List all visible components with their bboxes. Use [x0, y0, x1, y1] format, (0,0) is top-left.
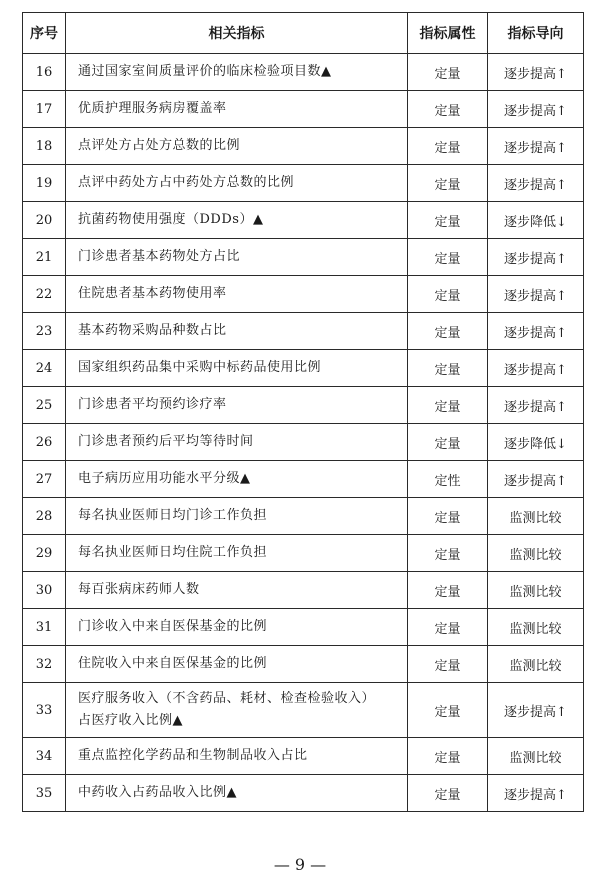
row-indicator: 门诊患者预约后平均等待时间 [66, 424, 408, 461]
row-direction: 逐步提高↑ [488, 239, 584, 276]
row-number: 33 [23, 683, 66, 738]
table-row [23, 646, 584, 683]
row-number: 25 [23, 387, 66, 424]
row-number: 27 [23, 461, 66, 498]
table-row [23, 128, 584, 165]
row-attribute: 定量 [408, 313, 488, 350]
row-direction: 监测比较 [488, 609, 584, 646]
row-direction: 监测比较 [488, 498, 584, 535]
table-row [23, 461, 584, 498]
table-row [23, 276, 584, 313]
row-direction: 逐步提高↑ [488, 461, 584, 498]
row-attribute: 定量 [408, 165, 488, 202]
table-row [23, 609, 584, 646]
row-indicator: 国家组织药品集中采购中标药品使用比例 [66, 350, 408, 387]
row-number: 32 [23, 646, 66, 683]
row-attribute: 定量 [408, 646, 488, 683]
row-indicator: 抗菌药物使用强度（DDDs）▲ [66, 202, 408, 239]
row-number: 22 [23, 276, 66, 313]
row-number: 16 [23, 54, 66, 91]
row-indicator: 点评处方占处方总数的比例 [66, 128, 408, 165]
row-attribute: 定性 [408, 461, 488, 498]
header-indicator: 相关指标 [66, 13, 408, 54]
row-indicator: 优质护理服务病房覆盖率 [66, 91, 408, 128]
row-direction: 逐步提高↑ [488, 775, 584, 812]
row-indicator: 基本药物采购品种数占比 [66, 313, 408, 350]
page-number: — 9 — [273, 855, 327, 874]
table-body [23, 54, 584, 812]
table-row [23, 54, 584, 91]
row-attribute: 定量 [408, 683, 488, 738]
row-number: 20 [23, 202, 66, 239]
row-indicator: 住院收入中来自医保基金的比例 [66, 646, 408, 683]
row-number: 28 [23, 498, 66, 535]
table-row [23, 165, 584, 202]
row-attribute: 定量 [408, 498, 488, 535]
row-direction: 逐步降低↓ [488, 424, 584, 461]
row-direction: 逐步提高↑ [488, 128, 584, 165]
header-index: 序号 [23, 13, 66, 54]
table-row [23, 350, 584, 387]
row-attribute: 定量 [408, 276, 488, 313]
row-number: 24 [23, 350, 66, 387]
row-number: 23 [23, 313, 66, 350]
row-indicator-line1: 医疗服务收入（不含药品、耗材、检查检验收入） [78, 691, 376, 706]
row-number: 31 [23, 609, 66, 646]
row-direction: 逐步提高↑ [488, 276, 584, 313]
row-direction: 逐步提高↑ [488, 387, 584, 424]
table-row [23, 424, 584, 461]
row-indicator: 中药收入占药品收入比例▲ [66, 775, 408, 812]
row-direction: 监测比较 [488, 535, 584, 572]
table-row [23, 239, 584, 276]
row-attribute: 定量 [408, 775, 488, 812]
row-number: 21 [23, 239, 66, 276]
row-attribute: 定量 [408, 387, 488, 424]
row-direction: 监测比较 [488, 738, 584, 775]
table-row [23, 387, 584, 424]
row-attribute: 定量 [408, 572, 488, 609]
table-row [23, 738, 584, 775]
row-number: 26 [23, 424, 66, 461]
table-row [23, 313, 584, 350]
row-direction: 监测比较 [488, 572, 584, 609]
table-row [23, 202, 584, 239]
header-attribute: 指标属性 [408, 13, 488, 54]
row-indicator: 门诊患者基本药物处方占比 [66, 239, 408, 276]
row-direction: 逐步提高↑ [488, 683, 584, 738]
row-direction: 逐步提高↑ [488, 165, 584, 202]
row-indicator: 电子病历应用功能水平分级▲ [66, 461, 408, 498]
row-attribute: 定量 [408, 535, 488, 572]
table-row [23, 498, 584, 535]
table-header-row [23, 13, 584, 54]
row-attribute: 定量 [408, 128, 488, 165]
row-attribute: 定量 [408, 738, 488, 775]
table-row [23, 683, 584, 738]
row-indicator: 门诊患者平均预约诊疗率 [66, 387, 408, 424]
row-indicator: 每名执业医师日均住院工作负担 [66, 535, 408, 572]
row-direction: 逐步提高↑ [488, 91, 584, 128]
row-direction: 逐步提高↑ [488, 350, 584, 387]
row-indicator: 通过国家室间质量评价的临床检验项目数▲ [66, 54, 408, 91]
row-number: 18 [23, 128, 66, 165]
table-row [23, 572, 584, 609]
row-indicator: 重点监控化学药品和生物制品收入占比 [66, 738, 408, 775]
row-attribute: 定量 [408, 91, 488, 128]
row-direction: 逐步降低↓ [488, 202, 584, 239]
row-number: 30 [23, 572, 66, 609]
row-number: 17 [23, 91, 66, 128]
row-indicator: 每百张病床药师人数 [66, 572, 408, 609]
row-number: 34 [23, 738, 66, 775]
row-attribute: 定量 [408, 609, 488, 646]
table-row [23, 535, 584, 572]
row-direction: 监测比较 [488, 646, 584, 683]
row-indicator-line2: 占医疗收入比例▲ [78, 713, 183, 728]
row-indicator: 每名执业医师日均门诊工作负担 [66, 498, 408, 535]
row-direction: 逐步提高↑ [488, 313, 584, 350]
row-indicator: 点评中药处方占中药处方总数的比例 [66, 165, 408, 202]
indicator-table [22, 12, 584, 812]
row-number: 35 [23, 775, 66, 812]
row-attribute: 定量 [408, 350, 488, 387]
row-attribute: 定量 [408, 424, 488, 461]
row-attribute: 定量 [408, 202, 488, 239]
row-number: 19 [23, 165, 66, 202]
row-indicator: 住院患者基本药物使用率 [66, 276, 408, 313]
header-direction: 指标导向 [488, 13, 584, 54]
row-direction: 逐步提高↑ [488, 54, 584, 91]
row-indicator: 门诊收入中来自医保基金的比例 [66, 609, 408, 646]
row-attribute: 定量 [408, 239, 488, 276]
table-row [23, 91, 584, 128]
row-number: 29 [23, 535, 66, 572]
table-row [23, 775, 584, 812]
row-indicator [66, 683, 408, 738]
row-attribute: 定量 [408, 54, 488, 91]
